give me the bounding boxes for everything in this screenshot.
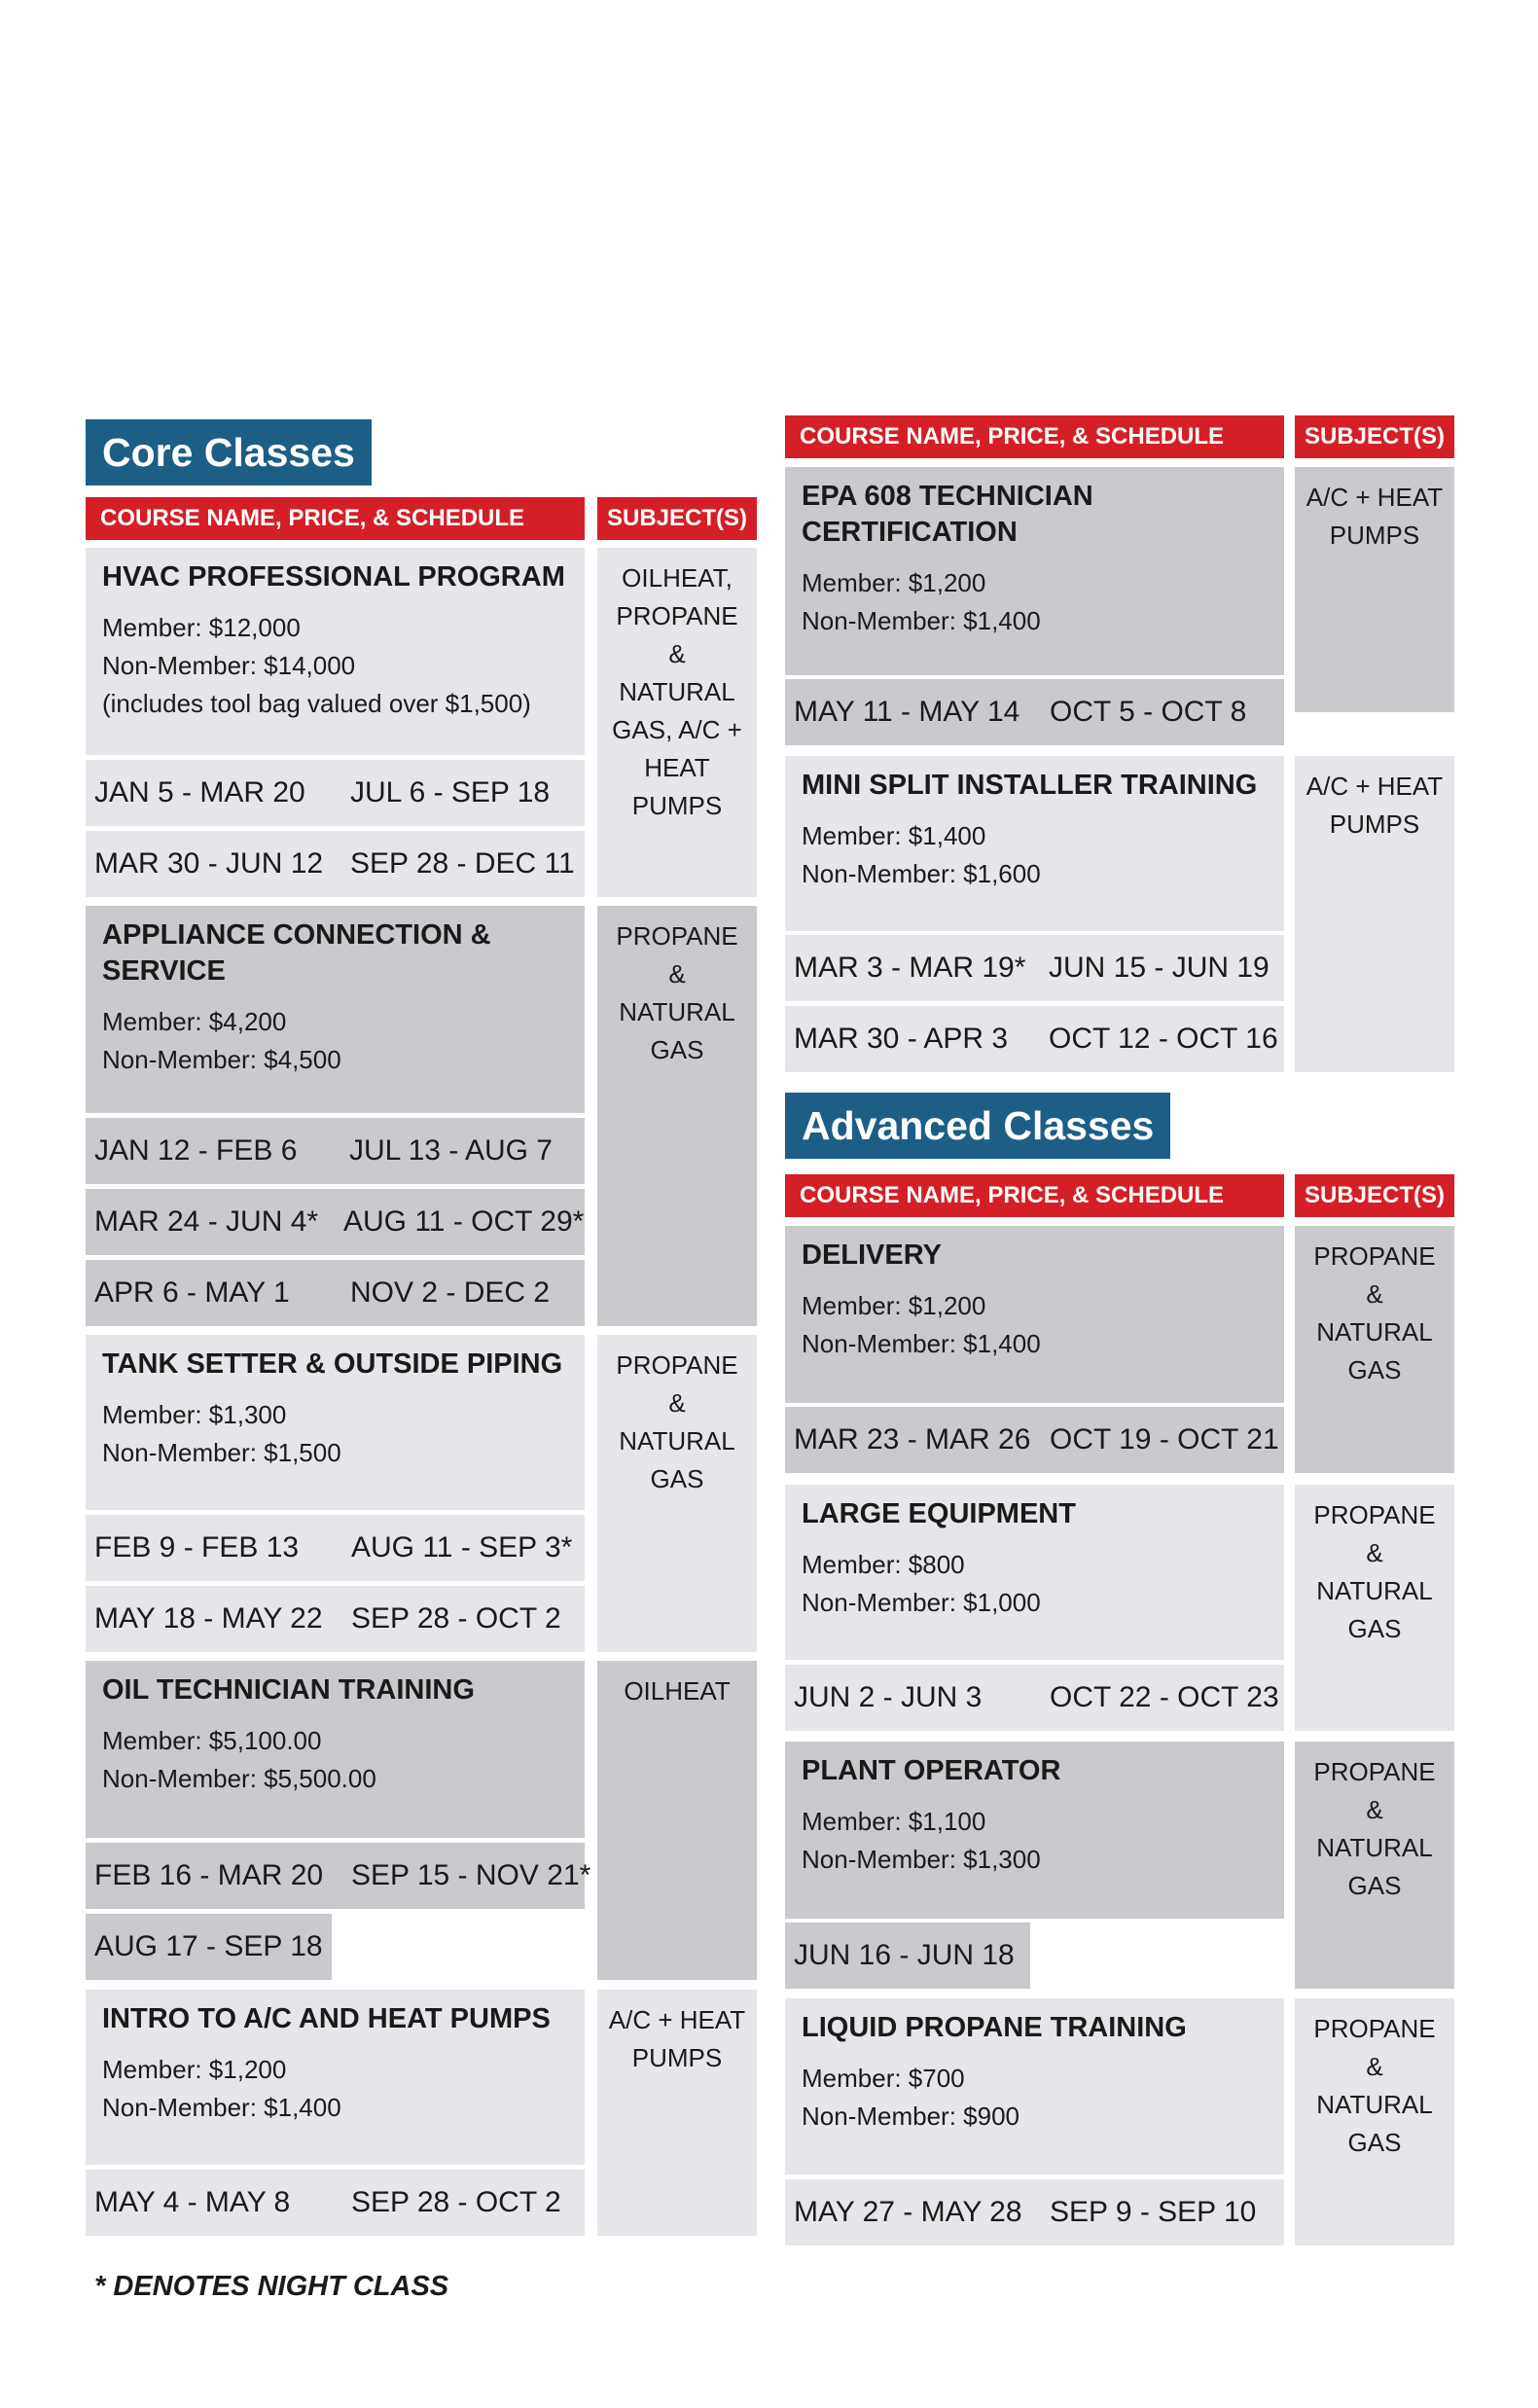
non-member-price: Non-Member: $1,400 (102, 2093, 341, 2122)
course-epa-608 (785, 467, 1284, 675)
subject-cell (597, 1661, 757, 1980)
right-subject-header: SUBJECT(S) (1295, 415, 1454, 458)
subject-line: NATURAL (619, 1426, 735, 1456)
course-name: OIL TECHNICIAN TRAINING (102, 1674, 475, 1706)
date-cell: OCT 22 - OCT 23 (1050, 1681, 1279, 1713)
date-row (785, 679, 1284, 745)
date-cell: AUG 11 - SEP 3* (351, 1531, 573, 1563)
subject-line: PUMPS (1329, 521, 1420, 550)
date-row (86, 2170, 585, 2236)
date-cell: JUN 16 - JUN 18 (794, 1939, 1015, 1971)
right-course-header: COURSE NAME, PRICE, & SCHEDULE (785, 415, 1284, 458)
date-row (785, 2179, 1284, 2246)
subject-line: PROPANE (1313, 1241, 1436, 1271)
subject-line: GAS (1347, 1871, 1402, 1900)
date-cell: MAR 30 - APR 3 (794, 1023, 1009, 1055)
non-member-price: Non-Member: $1,300 (802, 1845, 1041, 1874)
course-name: LARGE EQUIPMENT (802, 1498, 1076, 1529)
date-row (86, 831, 585, 897)
date-cell: SEP 15 - NOV 21* (351, 1859, 591, 1891)
subject-line: HEAT (644, 753, 710, 782)
date-row (785, 1923, 1030, 1989)
core-classes-title: Core Classes (86, 419, 372, 485)
date-cell: OCT 19 - OCT 21 (1050, 1423, 1279, 1456)
subject-line: NATURAL (619, 997, 735, 1026)
course-intro-ac-heat-pumps (86, 1990, 585, 2165)
subject-line: PROPANE (616, 921, 738, 951)
subject-line: & (1366, 2052, 1383, 2081)
date-row (785, 1006, 1284, 1072)
subject-line: PROPANE (1313, 1757, 1436, 1786)
date-row (86, 1189, 585, 1255)
subject-line: & (1366, 1795, 1383, 1824)
course-name: TANK SETTER & OUTSIDE PIPING (102, 1348, 563, 1380)
date-row (86, 760, 585, 826)
date-cell: OCT 12 - OCT 16 (1049, 1023, 1278, 1055)
course-appliance-connection-service (86, 906, 585, 1113)
member-price: Member: $5,100.00 (102, 1726, 322, 1755)
non-member-price: Non-Member: $14,000 (102, 651, 356, 680)
course-name: PLANT OPERATOR (802, 1755, 1061, 1786)
date-cell: MAR 24 - JUN 4* (94, 1205, 319, 1238)
date-cell: SEP 28 - OCT 2 (351, 1602, 561, 1635)
non-member-price: Non-Member: $1,500 (102, 1438, 341, 1467)
subject-cell (597, 548, 757, 897)
subject-line: PROPANE (616, 1350, 738, 1380)
non-member-price: Non-Member: $1,600 (802, 859, 1041, 888)
subject-line: A/C + HEAT (1306, 772, 1444, 801)
date-cell: NOV 2 - DEC 2 (350, 1276, 551, 1309)
date-cell: FEB 9 - FEB 13 (94, 1531, 300, 1563)
subject-cell (1295, 1998, 1454, 2246)
non-member-price: Non-Member: $1,400 (802, 606, 1041, 635)
advanced-classes-title: Advanced Classes (785, 1093, 1170, 1159)
subject-line: NATURAL (619, 677, 735, 706)
course-name: MINI SPLIT INSTALLER TRAINING (802, 770, 1258, 801)
subject-cell (1295, 1742, 1454, 1989)
course-delivery (785, 1226, 1284, 1403)
subject-line: PUMPS (631, 2043, 723, 2072)
date-cell: AUG 11 - OCT 29* (343, 1205, 585, 1238)
member-price: Member: $700 (802, 2064, 965, 2093)
subject-line: NATURAL (1316, 1833, 1433, 1862)
date-cell: AUG 17 - SEP 18 (94, 1930, 323, 1962)
date-cell: JAN 12 - FEB 6 (94, 1134, 298, 1167)
course-tank-setter-outside-piping (86, 1335, 585, 1510)
price-note: (includes tool bag valued over $1,500) (102, 689, 531, 718)
subject-line: GAS (650, 1035, 704, 1064)
date-cell: SEP 9 - SEP 10 (1050, 2196, 1257, 2228)
date-row (785, 1407, 1284, 1473)
date-cell: MAR 30 - JUN 12 (94, 847, 324, 880)
subject-cell (1295, 1485, 1454, 1731)
member-price: Member: $1,400 (802, 821, 986, 850)
subject-line: & (1366, 1538, 1383, 1567)
course-oil-technician-training (86, 1661, 585, 1838)
course-name: DELIVERY (802, 1240, 942, 1271)
course-plant-operator (785, 1742, 1284, 1919)
course-name: INTRO TO A/C AND HEAT PUMPS (102, 2003, 551, 2034)
date-cell: MAR 3 - MAR 19* (794, 952, 1026, 984)
date-row (785, 935, 1284, 1001)
subject-line: GAS, A/C + (612, 715, 742, 744)
date-row (86, 1118, 585, 1184)
date-cell: SEP 28 - DEC 11 (350, 847, 575, 880)
advanced-subject-header: SUBJECT(S) (1295, 1174, 1454, 1217)
date-cell: OCT 5 - OCT 8 (1050, 696, 1247, 728)
subject-line: & (668, 959, 686, 988)
course-name: HVAC PROFESSIONAL PROGRAM (102, 561, 565, 593)
core-subject-header: SUBJECT(S) (597, 497, 757, 540)
core-course-header: COURSE NAME, PRICE, & SCHEDULE (86, 497, 585, 540)
subject-line: PROPANE (1313, 1500, 1436, 1529)
subject-line: PUMPS (631, 791, 723, 820)
subject-line: PUMPS (1329, 809, 1420, 839)
date-cell: MAY 27 - MAY 28 (794, 2196, 1022, 2228)
date-cell: MAY 11 - MAY 14 (794, 696, 1020, 728)
course-name: EPA 608 TECHNICIAN CERTIFICATION (802, 481, 1093, 548)
member-price: Member: $800 (802, 1550, 965, 1579)
member-price: Member: $1,300 (102, 1400, 287, 1429)
date-cell: FEB 16 - MAR 20 (94, 1859, 324, 1891)
date-cell: MAY 18 - MAY 22 (94, 1602, 323, 1635)
subject-line: OILHEAT (624, 1676, 731, 1706)
date-row (86, 1260, 585, 1326)
date-row (86, 1843, 591, 1909)
non-member-price: Non-Member: $1,000 (802, 1588, 1041, 1617)
date-row (86, 1914, 332, 1980)
subject-line: & (668, 639, 686, 668)
member-price: Member: $1,200 (102, 2055, 287, 2084)
course-liquid-propane-training (785, 1998, 1284, 2174)
subject-line: PROPANE (616, 601, 738, 630)
subject-line: NATURAL (1316, 1576, 1433, 1605)
course-name: LIQUID PROPANE TRAINING (802, 2012, 1187, 2043)
subject-cell (1295, 1226, 1454, 1473)
date-row (86, 1515, 585, 1581)
date-cell: JUN 2 - JUN 3 (794, 1681, 983, 1713)
course-hvac-professional-program (86, 548, 585, 755)
subject-line: GAS (1347, 2128, 1402, 2157)
date-cell: JUL 6 - SEP 18 (350, 776, 551, 809)
course-mini-split-installer (785, 756, 1284, 931)
subject-cell (597, 1335, 757, 1652)
date-cell: MAR 23 - MAR 26 (794, 1423, 1031, 1456)
subject-line: & (668, 1388, 686, 1418)
subject-cell (597, 1990, 757, 2236)
date-cell: MAY 4 - MAY 8 (94, 2186, 291, 2218)
date-cell: JUL 13 - AUG 7 (349, 1134, 553, 1167)
subject-line: NATURAL (1316, 2090, 1433, 2119)
date-row (785, 1665, 1284, 1731)
subject-line: GAS (650, 1464, 704, 1493)
non-member-price: Non-Member: $1,400 (802, 1329, 1041, 1358)
subject-line: GAS (1347, 1355, 1402, 1384)
subject-cell (1295, 467, 1454, 712)
member-price: Member: $1,200 (802, 568, 986, 597)
member-price: Member: $1,200 (802, 1291, 986, 1320)
night-class-footnote: * DENOTES NIGHT CLASS (94, 2271, 449, 2302)
non-member-price: Non-Member: $4,500 (102, 1045, 341, 1074)
subject-line: PROPANE (1313, 2014, 1436, 2043)
subject-line: GAS (1347, 1614, 1402, 1643)
subject-line: A/C + HEAT (1306, 483, 1444, 512)
date-cell: APR 6 - MAY 1 (94, 1276, 290, 1309)
course-large-equipment (785, 1485, 1284, 1660)
member-price: Member: $1,100 (802, 1807, 986, 1836)
course-name: APPLIANCE CONNECTION & SERVICE (102, 919, 491, 987)
subject-line: & (1366, 1279, 1383, 1309)
date-cell: SEP 28 - OCT 2 (351, 2186, 561, 2218)
non-member-price: Non-Member: $5,500.00 (102, 1764, 376, 1793)
date-row (86, 1586, 585, 1652)
subject-line: OILHEAT, (622, 563, 733, 593)
subject-line: NATURAL (1316, 1317, 1433, 1347)
date-cell: JAN 5 - MAR 20 (94, 776, 305, 809)
member-price: Member: $4,200 (102, 1007, 287, 1036)
advanced-course-header: COURSE NAME, PRICE, & SCHEDULE (785, 1174, 1284, 1217)
subject-cell (597, 906, 757, 1326)
member-price: Member: $12,000 (102, 613, 301, 642)
date-cell: JUN 15 - JUN 19 (1049, 952, 1270, 984)
non-member-price: Non-Member: $900 (802, 2102, 1019, 2131)
subject-cell (1295, 756, 1454, 1072)
subject-line: A/C + HEAT (608, 2005, 746, 2034)
